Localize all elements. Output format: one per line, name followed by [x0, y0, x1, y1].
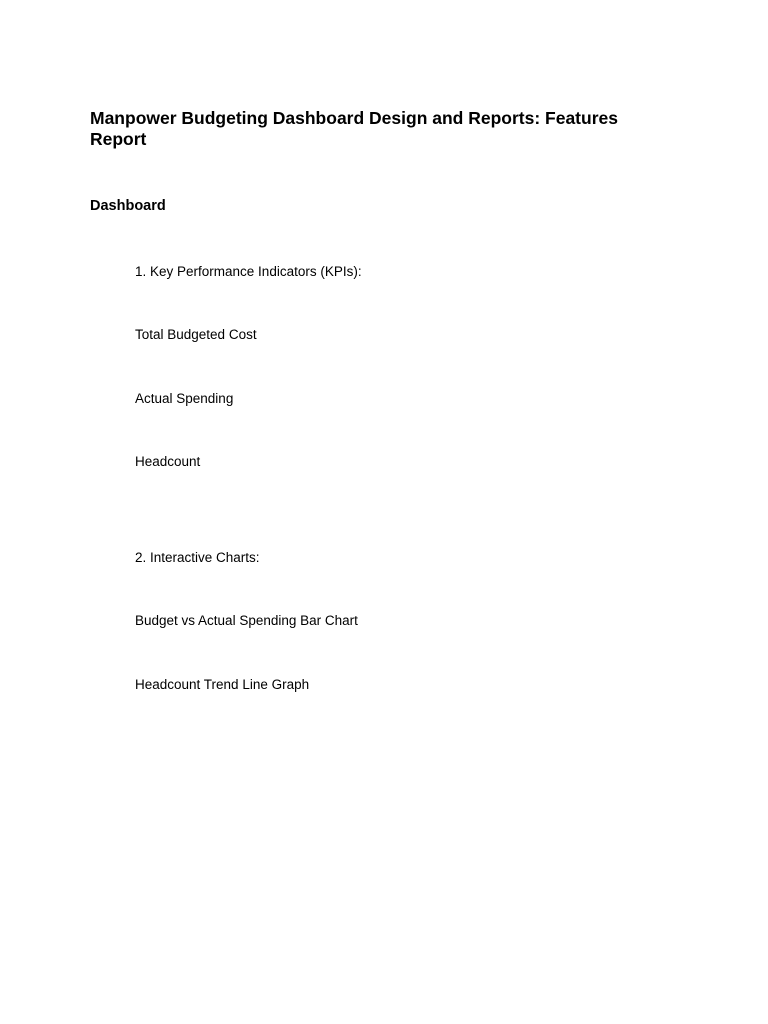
chart-item-budget-vs-actual: Budget vs Actual Spending Bar Chart [135, 613, 358, 628]
kpi-item-headcount: Headcount [135, 454, 201, 469]
section-heading-dashboard: Dashboard [90, 198, 166, 214]
charts-heading: 2. Interactive Charts: [135, 550, 260, 565]
kpi-item-actual-spending: Actual Spending [135, 391, 234, 406]
chart-item-headcount-trend: Headcount Trend Line Graph [135, 677, 310, 692]
kpi-heading: 1. Key Performance Indicators (KPIs): [135, 264, 362, 279]
document-title: Manpower Budgeting Dashboard Design and Reports: Features Report [90, 108, 618, 149]
kpi-item-total-budgeted-cost: Total Budgeted Cost [135, 327, 257, 342]
